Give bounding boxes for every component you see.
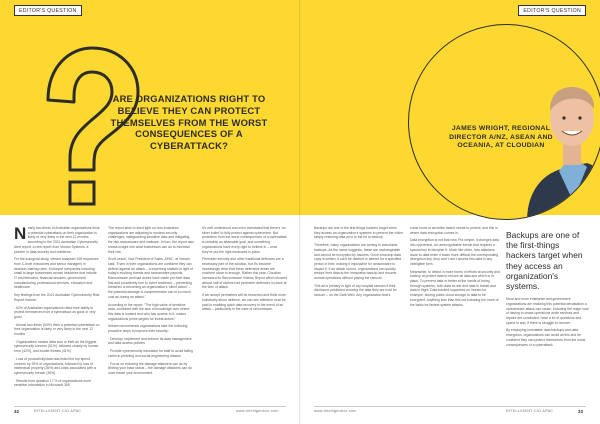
paragraph: By employing immutable data backups and data encryption, organizations can avoid all this and be confident they can protect themselves from the worst consequences of a cyberattack. bbox=[506, 328, 586, 347]
page-spine bbox=[299, 0, 301, 424]
paragraph: early two-thirds of Australian organizations think a potential cyberattack on their organization is likely or very likely in the next 12 months, according to the 2021 Australian Cybersecurity Alert report, a new report from Veeam Systems, a pioneer in data security and resilience. bbox=[14, 226, 100, 254]
drop-cap: N bbox=[14, 224, 27, 243]
paragraph: The report aims to shed light on how Australian organizations are adjusting to modern security challenges, safeguarding sensitive data and mitigating the risk ransomware and malware. In turn, the report also shows insight into what businesses can do to minimise their risk. bbox=[108, 226, 194, 254]
list-item: · Organizations ranked data loss or theft as the biggest cybersecurity concern (51%), followed closely by human error (42%), and insider threats (41%) bbox=[14, 339, 99, 354]
section-tag: EDITOR'S QUESTION bbox=[14, 5, 82, 16]
right-column-2 bbox=[410, 226, 500, 310]
list-item: · Results from question 17 % of organizations more sensitive information in Microsoft 365 bbox=[14, 378, 92, 388]
paragraph: Meanwhile, to detect in more forms of efforts at security and backup at protect data to ensure all data and which is in place. To prevent data or better at the hands of being through systems, both data at rest and data in transit and data in flight. Data backed supported on Veeam for example, storing public cloud storage to data to be encrypted. Anything less than this not following the more of the basic for fastest system attacks. bbox=[410, 269, 500, 307]
left-column-1 bbox=[14, 226, 100, 391]
right-footer bbox=[300, 406, 600, 418]
paragraph: According to the report: "The high value of sensitive data, combined with the lack of knowledge over where this data is located and who has access to it, makes organizations prime targets for threat actors." bbox=[108, 302, 190, 321]
portrait-photo-icon bbox=[409, 25, 600, 220]
list-item: · Almost two-thirds (63%) think a potential cyberattack on their organization is likely or very likely in the next 12 months bbox=[14, 322, 100, 337]
paragraph: If we accept perimeters will be breached and think more holistically about defence, we can see attention must be paid to enabling quick data recovery in the event of an attack – particularly in the case of ransomware. bbox=[202, 293, 286, 312]
right-column-3 bbox=[506, 226, 590, 350]
portrait-circle bbox=[408, 24, 600, 220]
right-page bbox=[300, 0, 600, 424]
footer-rule bbox=[14, 406, 286, 407]
list-item: · Loss of productivity/data was listed the top spend concern by 39% of organizations, followed by loss of intellectual property (36%) and costs associated with a cybersecurity breach (35%) bbox=[14, 356, 96, 375]
paragraph: come know of sensitive data it needs to protect, and this is where data encryption comes in. bbox=[410, 226, 498, 235]
pull-quote: Backups are one of the first-things hackers target when they access an organization's systems. bbox=[506, 230, 583, 292]
paragraph: This all is primary in light of top hospital ransom if their disclosure published showing the data they are hold for ransom – on the Dark Web. Any organization that's bbox=[314, 283, 397, 298]
interviewee-caption: JAMES WRIGHT, REGIONAL DIRECTOR A/NZ, ASEAN AND OCEANIA, AT CLOUDIAN bbox=[449, 125, 553, 150]
page-number: 32 bbox=[14, 409, 19, 414]
paragraph: Therefore, many organizations are turning to immutable backups. As the name suggests, these are unchangeable and cannot be encrypted by hackers. Once a backup data copy is written, it can't be deleted or altered for a specified period of time, making it impossible for ransomware to impact it. If an attack occurs, organizations can quickly restore their data to the immutable backup and resume normal operations without paying the ransom. bbox=[314, 243, 402, 281]
paragraph: It's well understood and even overstated that there's 'no silver bullet' to fully protect against cybercrime. But protection from the worst consequences of a cyberattack is certainly an attainable goal, and something organizations have every right to believe in – once they've put the right measures in place. bbox=[202, 226, 287, 254]
paragraph: Key findings from the 2021 Australian Cybersecurity Risk Report include: bbox=[14, 293, 100, 302]
left-column-2 bbox=[108, 226, 194, 379]
website-url: www.intelligentcio.com bbox=[236, 409, 279, 413]
paragraph: Backups are one of the first things hackers target when they access an organization's systems to prevent the victim simply restoring data prior to the hit to backup. bbox=[314, 226, 404, 240]
page-number: 33 bbox=[578, 409, 583, 414]
article-headline: ARE ORGANIZATIONS RIGHT TO BELIEVE THEY CAN PROTECT THEMSELVES FROM THE WORST CONSEQUENCES OF A CYBERATTACK? bbox=[110, 93, 268, 152]
list-item: · 62% of Australian organizations rated their ability to protect themselves from a cyberattack as good or very good bbox=[14, 305, 96, 319]
list-item: · Develop, implement and enforce its data management and data access policies bbox=[108, 336, 192, 346]
section-tag: EDITOR'S QUESTION bbox=[518, 5, 586, 16]
left-footer bbox=[0, 406, 300, 418]
magazine-name: INTELLIGENT CIO APAC bbox=[34, 409, 82, 413]
website-url: www.intelligentcio.com bbox=[314, 409, 357, 413]
paragraph: For the inaugural study, Veeam analysed 108 responses from C-level executives and senior managers in decision-making roles. Surveyed companies including small to large businesses across industries that include IT and telecoms, financial services, government, manufacturing, professional services, education and healthcare. bbox=[14, 257, 99, 290]
paragraph: Perimeter security and other traditional defences are a necessary part of the solution, but it's become increasingly clear that these defensive areas are nowhere close to enough. Rather this year, Cloudian increased its Ransomware Victims Report which showed almost half of victims had perimeter defences in place at the time of attack. bbox=[202, 257, 288, 290]
paragraph: More and more enterprise and government organizations are realizing this potential devastation a ransomware attack can cause, including the major cost of having to cease operations while services and repairs are conducted, have a lot of questions and spend in and, if there is struggle to recover. bbox=[506, 297, 589, 325]
paragraph: Data encryption is not that new. Put simple, it changes data into cyphertext, an unrecognisable format that requires a special key to decipher it. Much like other, how attackers issue to data when it leads more difficult the corresponding decryption key, they won't don't access this data in any intelligible form. bbox=[410, 238, 499, 266]
list-item: · Focus on reducing the damage attackers can do by limiting your blast radius – the damage attackers can do once inside your environment bbox=[108, 361, 192, 375]
left-hero-panel bbox=[0, 0, 300, 215]
right-column-1 bbox=[314, 226, 404, 301]
paragraph: Scott Leach, Vice President of Sales, APAC, at Veeam, said: "Even in their organizations are confident they can defend against an attack – a surprising statistic in light of today's evolving threats and ransomware payouts. Ransomware and bad actors have made put their data first and proactively turn to cyber resilience – preventing breaches is becoming an organization's 'silent action' – the potential damage is comprehensive can in so much cost as during an attack." bbox=[108, 257, 194, 299]
paragraph: Veeam recommends organizations take the following proactive steps to improve their security: bbox=[108, 324, 188, 334]
left-column-3 bbox=[202, 226, 288, 315]
footer-rule bbox=[314, 406, 586, 407]
list-item: · Provide cybersecurity education for staff to avoid falling victim to phishing and social-engineering attacks bbox=[108, 349, 193, 358]
magazine-name: INTELLIGENT CIO APAC bbox=[506, 409, 554, 413]
